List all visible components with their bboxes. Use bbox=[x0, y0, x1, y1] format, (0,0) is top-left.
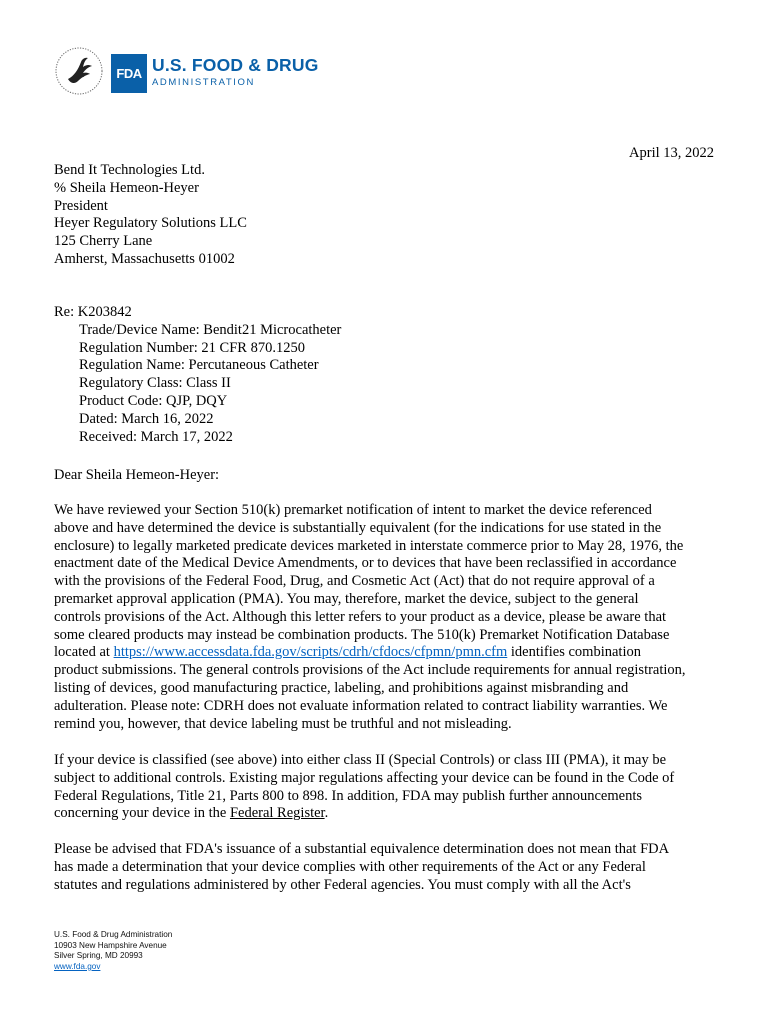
paragraph-line: product submissions. The general controls provisions of the Act include requirements for annual registration, bbox=[54, 662, 686, 679]
paragraph-line: We have reviewed your Section 510(k) premarket notification of intent to market the device referenced bbox=[54, 502, 652, 518]
recipient-street: 125 Cherry Lane bbox=[54, 233, 153, 250]
paragraph-line: controls provisions of the Act. Although this letter refers to your product as a device, please be aware that bbox=[54, 608, 667, 625]
salutation: Dear Sheila Hemeon-Heyer: bbox=[54, 467, 220, 483]
reference-block bbox=[54, 304, 341, 446]
line-text: concerning your device in the bbox=[54, 805, 230, 822]
fda-logo-badge: FDA bbox=[111, 54, 147, 93]
recipient-company: Bend It Technologies Ltd. bbox=[54, 162, 205, 178]
paragraph-line: enclosure) to legally marketed predicate devices marketed in interstate commerce prior to May 28, 1976, the bbox=[54, 537, 684, 554]
paragraph-line: subject to additional controls. Existing major regulations affecting your device can be found in the Code of bbox=[54, 769, 675, 786]
agency-subtitle: ADMINISTRATION bbox=[152, 77, 255, 88]
paragraph-line bbox=[54, 644, 718, 662]
received: Received: March 17, 2022 bbox=[79, 428, 233, 445]
paragraph-line bbox=[54, 805, 718, 823]
recipient-org: Heyer Regulatory Solutions LLC bbox=[54, 215, 247, 232]
body-paragraph-2 bbox=[54, 752, 718, 823]
paragraph-line: listing of devices, good manufacturing practice, labeling, and prohibitions against misbranding and bbox=[54, 679, 629, 696]
regulation-number: Regulation Number: 21 CFR 870.1250 bbox=[79, 339, 305, 356]
line-text: . bbox=[324, 805, 329, 822]
footer-address bbox=[54, 930, 172, 972]
body-paragraph-1 bbox=[54, 502, 718, 733]
recipient-city-state: Amherst, Massachusetts 01002 bbox=[54, 250, 235, 267]
reference-number: Re: K203842 bbox=[54, 304, 132, 320]
agency-name: U.S. FOOD & DRUG bbox=[152, 55, 319, 75]
paragraph-line: with the provisions of the Federal Food, Drug, and Cosmetic Act (Act) that do not require approval of a bbox=[54, 573, 655, 590]
paragraph-line: If your device is classified (see above) into either class II (Special Controls) or class III (PMA), it may be bbox=[54, 752, 667, 768]
recipient-attn: % Sheila Hemeon-Heyer bbox=[54, 179, 199, 196]
paragraph-line: enactment date of the Medical Device Amendments, or to devices that have been reclassified in accordance bbox=[54, 555, 677, 572]
footer-street: 10903 New Hampshire Avenue bbox=[54, 940, 167, 950]
product-code: Product Code: QJP, DQY bbox=[79, 392, 228, 409]
trade-device-name: Trade/Device Name: Bendit21 Microcatheter bbox=[79, 321, 342, 338]
hhs-eagle-seal-icon bbox=[54, 46, 104, 96]
paragraph-line: has made a determination that your device complies with other requirements of the Act or any Federal bbox=[54, 858, 646, 875]
line-text: identifies combination bbox=[507, 644, 641, 661]
letter-date: April 13, 2022 bbox=[629, 145, 714, 161]
paragraph-line: Please be advised that FDA's issuance of a substantial equivalence determination does not mean that FDA bbox=[54, 841, 670, 857]
dated: Dated: March 16, 2022 bbox=[79, 410, 214, 427]
recipient-address bbox=[54, 162, 247, 269]
paragraph-line: remind you, however, that device labeling must be truthful and not misleading. bbox=[54, 715, 512, 732]
paragraph-line: adulteration. Please note: CDRH does not evaluate information related to contract liability warranties. We bbox=[54, 697, 668, 714]
recipient-title: President bbox=[54, 197, 108, 214]
paragraph-line: Federal Regulations, Title 21, Parts 800 to 898. In addition, FDA may publish further announcements bbox=[54, 787, 643, 804]
regulation-name: Regulation Name: Percutaneous Catheter bbox=[79, 357, 319, 374]
footer-website-link[interactable]: www.fda.gov bbox=[54, 961, 101, 971]
pmn-database-link[interactable]: https://www.accessdata.fda.gov/scripts/cdrh/cfdocs/cfpmn/pmn.cfm bbox=[113, 644, 508, 661]
paragraph-line: premarket approval application (PMA). You may, therefore, market the device, subject to the general bbox=[54, 590, 639, 607]
federal-register-link[interactable]: Federal Register bbox=[229, 805, 325, 822]
footer-org: U.S. Food & Drug Administration bbox=[54, 930, 173, 939]
body-paragraph-3 bbox=[54, 841, 718, 894]
regulatory-class: Regulatory Class: Class II bbox=[79, 375, 231, 392]
footer-city: Silver Spring, MD 20993 bbox=[54, 951, 143, 961]
paragraph-line: statutes and regulations administered by other Federal agencies. You must comply with all the Act's bbox=[54, 876, 631, 893]
paragraph-line: above and have determined the device is substantially equivalent (for the indications for use stated in the bbox=[54, 519, 662, 536]
paragraph-line: some cleared products may instead be combination products. The 510(k) Premarket Notification Database bbox=[54, 626, 670, 643]
line-text: located at bbox=[54, 644, 114, 661]
